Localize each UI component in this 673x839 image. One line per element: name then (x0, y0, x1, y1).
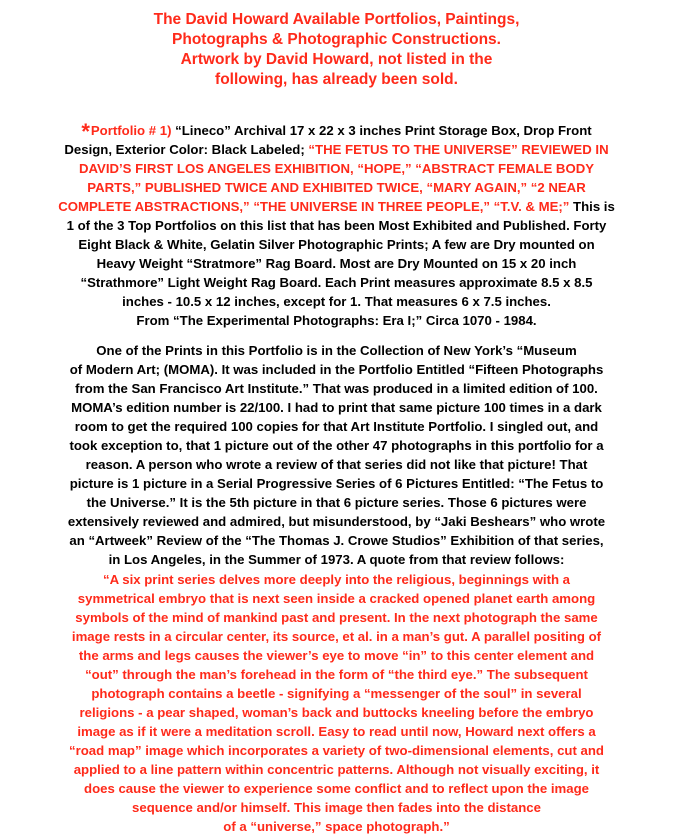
portfolio-text: inches - 10.5 x 12 inches, except for 1. That measures 6 x 7.5 inches. (122, 294, 551, 309)
portfolio-titles: “THE FETUS TO THE UNIVERSE” REVIEWED IN (308, 142, 609, 157)
portfolio-line (0, 118, 673, 144)
moma-paragraph (0, 341, 673, 569)
portfolio-line (0, 140, 673, 159)
portfolio-titles: COMPLETE ABSTRACTIONS,” “THE UNIVERSE IN THREE PEOPLE,” “T.V. & ME;” (58, 199, 570, 214)
moma-line: took exception to, that 1 picture out of the other 47 photographs in this portfolio for a (69, 438, 604, 453)
portfolio-text: 1 of the 3 Top Portfolios on this list that has been Most Exhibited and Published. Forty (66, 218, 607, 233)
quote-line: symbols of the mind of mankind past and present. In the next photograph the same (75, 610, 598, 625)
portfolio-text: “Lineco” Archival 17 x 22 x 3 inches Print Storage Box, Drop Front (171, 123, 592, 138)
quote-line: religions - a pear shaped, woman’s back and buttocks kneeling before the embryo (79, 705, 594, 720)
portfolio-label: Portfolio # 1) (90, 123, 172, 138)
portfolio-text: This is (569, 199, 615, 214)
header-line: The David Howard Available Portfolios, Paintings, (153, 11, 520, 28)
quote-line: sequence and/or himself. This image then fades into the distance (132, 800, 541, 815)
quote-line: of a “universe,” space photograph.” (223, 819, 450, 834)
quote-line: applied to a line pattern within concentric patterns. Although not visually exciting, it (73, 762, 600, 777)
header-line: Artwork by David Howard, not listed in the (180, 51, 493, 68)
portfolio-text: Eight Black & White, Gelatin Silver Photographic Prints; A few are Dry mounted on (78, 237, 595, 252)
quote-line: symmetrical embryo that is next seen inside a cracked opened planet earth among (77, 591, 596, 606)
moma-line: extensively reviewed and admired, but misunderstood, by “Jaki Beshears” who wrote (67, 514, 606, 529)
header-line: Photographs & Photographic Constructions. (172, 31, 501, 48)
portfolio-description (0, 118, 673, 330)
review-quote (0, 570, 673, 836)
portfolio-text: Heavy Weight “Stratmore” Rag Board. Most are Dry Mounted on 15 x 20 inch (96, 256, 577, 271)
moma-line: from the San Francisco Art Institute.” That was produced in a limited edition of 100. (75, 381, 598, 396)
moma-line: MOMA’s edition number is 22/100. I had to print that same picture 100 times in a dark (71, 400, 602, 415)
quote-line: “out” through the man’s forehead in the form of “the third eye.” The subsequent (85, 667, 588, 682)
moma-line: One of the Prints in this Portfolio is in the Collection of New York’s “Museum (96, 343, 577, 358)
page-header (0, 10, 673, 90)
quote-line: photograph contains a beetle - signifying a “messenger of the soul” in several (91, 686, 582, 701)
moma-line: in Los Angeles, in the Summer of 1973. A quote from that review follows: (108, 552, 565, 567)
portfolio-line (0, 197, 673, 216)
moma-line: the Universe.” It is the 5th picture in that 6 picture series. Those 6 pictures were (86, 495, 587, 510)
moma-line: picture is 1 picture in a Serial Progressive Series of 6 Pictures Entitled: “The Fetus to (69, 476, 604, 491)
quote-line: “road map” image which incorporates a variety of two-dimensional elements, cut and (69, 743, 604, 758)
portfolio-titles: PARTS,” PUBLISHED TWICE AND EXHIBITED TWICE, “MARY AGAIN,” “2 NEAR (87, 180, 586, 195)
quote-line: “A six print series delves more deeply into the religious, beginnings with a (102, 572, 571, 587)
moma-line: room to get the required 100 copies for that Art Institute Portfolio. I singled out, and (74, 419, 599, 434)
asterisk-icon: * (81, 119, 90, 144)
moma-line: of Modern Art; (MOMA). It was included in the Portfolio Entitled “Fifteen Photographs (69, 362, 604, 377)
quote-line: image rests in a circular center, its source, et al. in a man’s gut. A parallel positing of (71, 629, 602, 644)
quote-line: does cause the viewer to experience some conflict and to reflect upon the image (84, 781, 589, 796)
portfolio-text: Design, Exterior Color: Black Labeled; (64, 142, 309, 157)
portfolio-text: “Strathmore” Light Weight Rag Board. Each Print measures approximate 8.5 x 8.5 (80, 275, 593, 290)
quote-line: image as if it were a meditation scroll. Easy to read until now, Howard next offers a (77, 724, 596, 739)
quote-line: the arms and legs causes the viewer’s eye to move “in” to this center element and (78, 648, 595, 663)
moma-line: an “Artweek” Review of the “The Thomas J. Crowe Studios” Exhibition of that series, (69, 533, 604, 548)
portfolio-text: From “The Experimental Photographs: Era I;” Circa 1070 - 1984. (136, 313, 537, 328)
header-line: following, has already been sold. (215, 71, 458, 88)
portfolio-titles: DAVID’S FIRST LOS ANGELES EXHIBITION, “HOPE,” “ABSTRACT FEMALE BODY (78, 161, 595, 176)
moma-line: reason. A person who wrote a review of that series did not like that picture! That (85, 457, 588, 472)
